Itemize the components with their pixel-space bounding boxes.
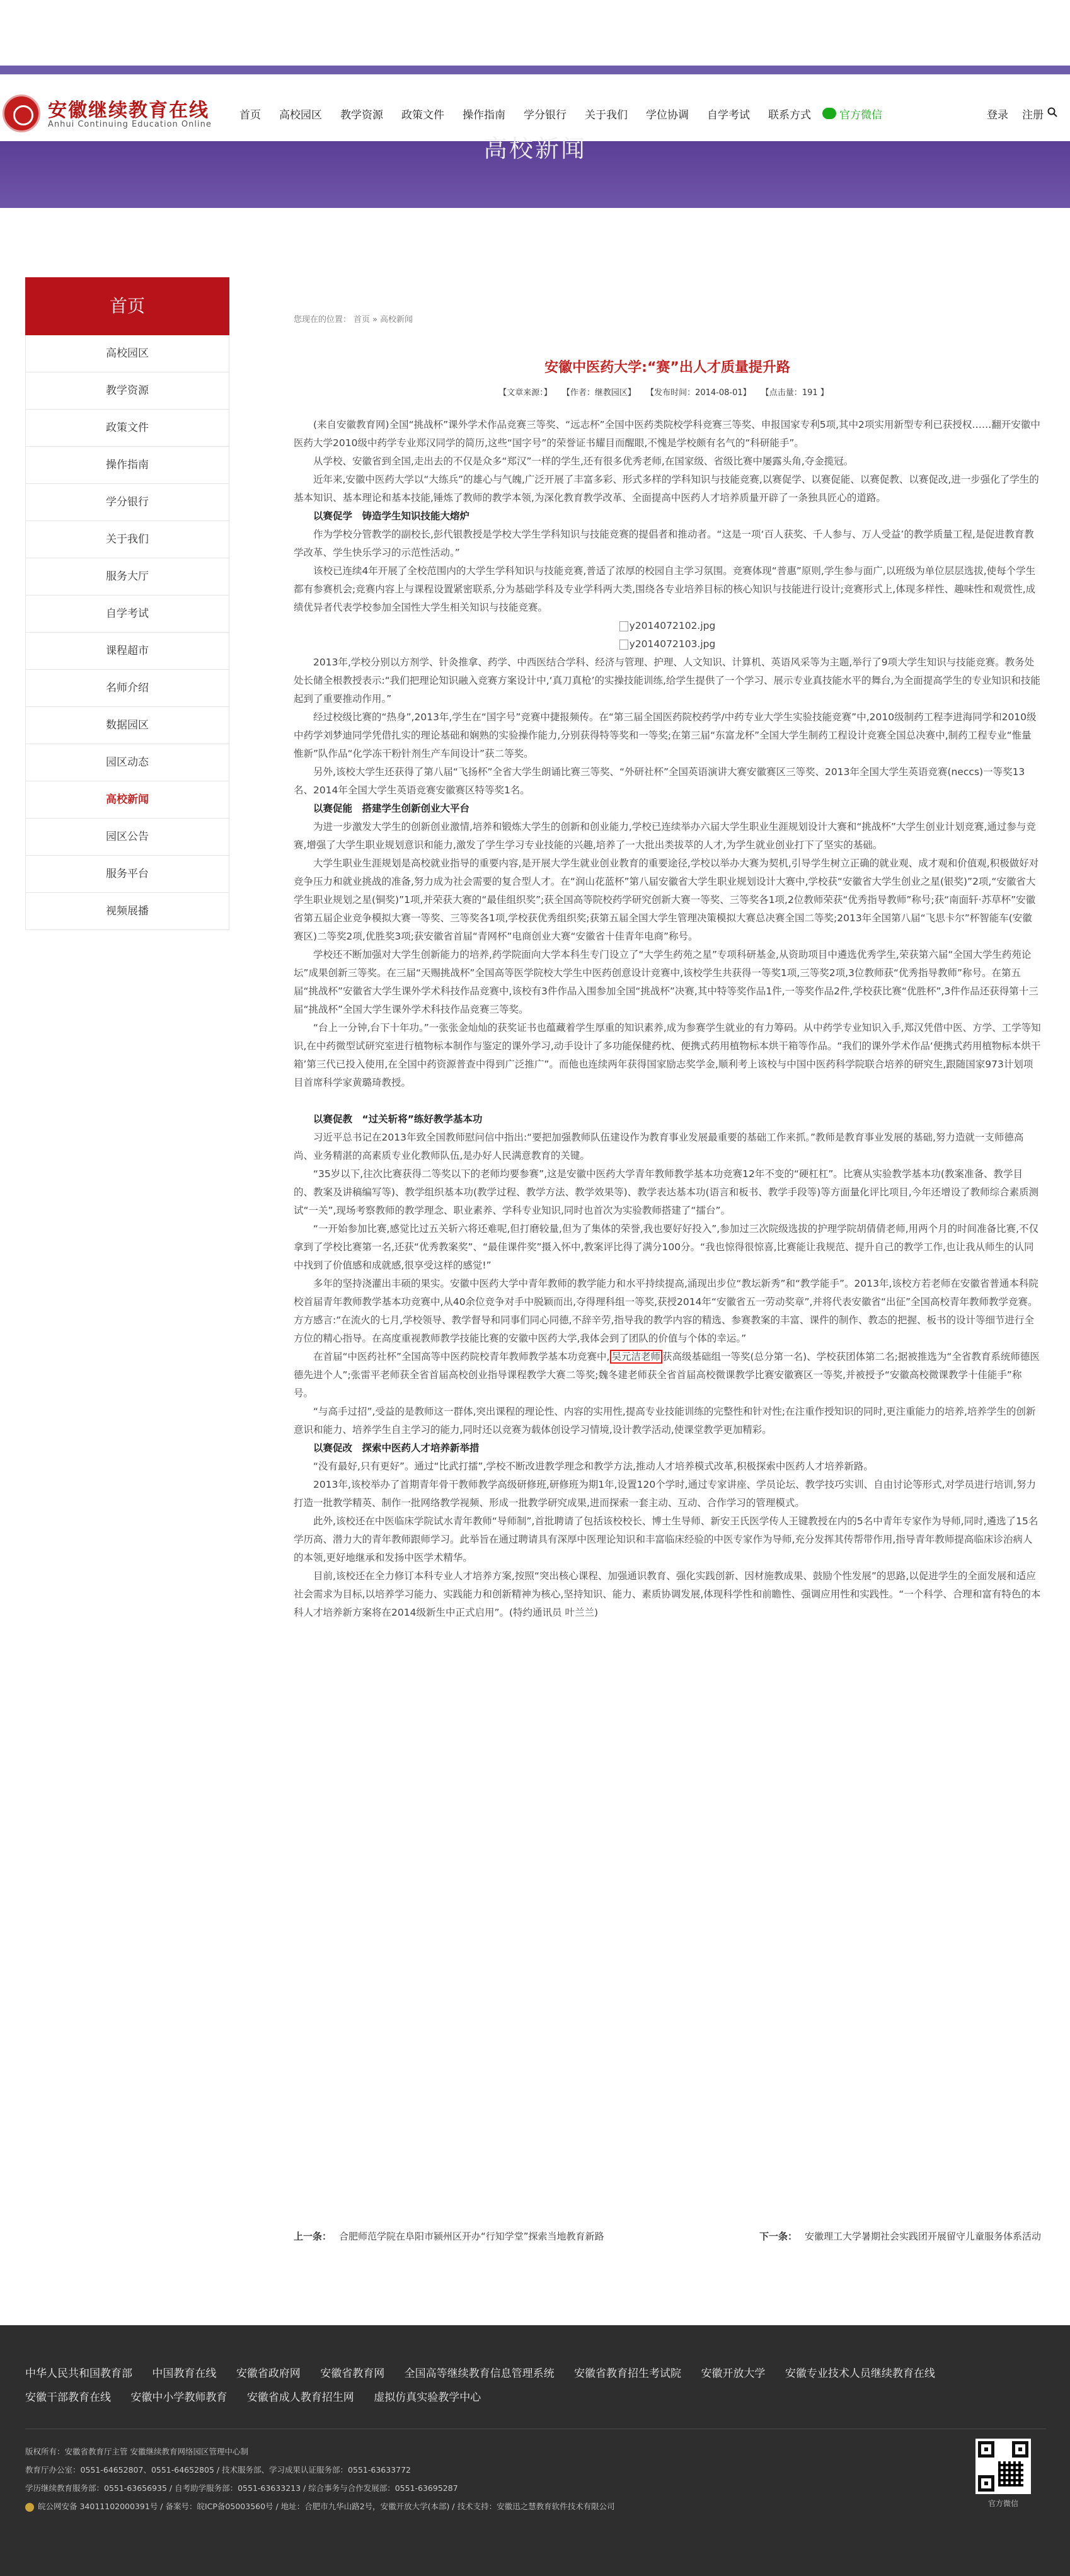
- paragraph: “台上一分钟,台下十年功。”一张张金灿灿的获奖证书也蕴藏着学生厚重的知识素养,成为参赛学生就业的有力筹码。从中药学专业知识入手,郑汉凭借中医、方学、工学等知识,在中药微型试研究室进行植物标本制作与鉴定的课外学习,动手设计了多功能保健药枕、便携式药用植物标本烘干箱等作品。“我们的课外学术作品‘便携式药用植物标本烘干箱’第三代已投入使用,在全国中药资源普查中得到广泛推广”。而他也连续两年获得国家励志奖学金,顺利考上该校与中国中医药科学院联合培养的研究生,跟随国家973计划项目首席科学家黄璐琦教授。: [294, 1022, 1041, 1088]
- footer-link[interactable]: 安徽中小学教师教育: [130, 2391, 227, 2404]
- breadcrumb-home[interactable]: 首页: [354, 315, 371, 325]
- paragraph: 另外,该校大学生还获得了第八届“飞扬杯”全省大学生朗诵比赛三等奖、“外研社杯”全国英语演讲大赛安徽赛区三等奖、2013年全国大学生英语竞赛(neccs)一等奖13名、2014年全国大学生英语竞赛安徽赛区特等奖1名。: [294, 766, 1025, 796]
- footer-record: [25, 2497, 939, 2516]
- footer-link[interactable]: 安徽干部教育在线: [25, 2391, 111, 2404]
- paragraph: 学校还不断加强对大学生创新能力的培养,药学院面向大学本科生专门设立了“大学生药苑之星”专项科研基金,从资助项目中遴选优秀学生,荣获第六届“全国大学生药苑论坛”成果创新三等奖。在三届“天赐挑战杯”全国高等医学院校大学生中医药创意设计竞赛中,该校学生共获得一等奖1项,三等奖2项,3位教师获“优秀指导教师”称号。在第五届“挑战杯”安徽省大学生课外学术科技作品竞赛中,该校有3件作品入围参加全国“挑战杯”决赛,其中特等奖作品1件,一等奖作品2件,学校获比赛“优胜杯”,3件作品还获得第十三届“挑战杯”全国大学生课外学术科技作品竞赛三等奖。: [294, 949, 1038, 1015]
- footer-link[interactable]: 安徽省教育网: [320, 2367, 385, 2380]
- footer-info: [25, 2442, 939, 2516]
- sidebar-item-credit-bank[interactable]: 学分银行: [25, 484, 229, 521]
- sidebar-item-data[interactable]: 数据园区: [25, 707, 229, 744]
- sidebar-item-service-hall[interactable]: 服务大厅: [25, 558, 229, 595]
- banner-title: 高校新闻: [483, 135, 587, 163]
- sidebar-item-notices[interactable]: 园区公告: [25, 819, 229, 856]
- login-link[interactable]: 登录: [987, 108, 1008, 122]
- sidebar: [25, 277, 229, 930]
- paragraph: [294, 1348, 1041, 1403]
- meta-author-label: 【作者：: [561, 388, 595, 398]
- nav-wechat[interactable]: [822, 106, 882, 122]
- paragraph: 目前,该校还在全力修订本科专业人才培养方案,按照“突出核心课程、加强通识教育、强化实践创新、因材施教成果、鼓励个性发展”的思路,以促进学生的全面发展和适应社会需求为目标,以培养学习能力、实践能力和创新精神为核心,坚持知识、能力、素质协调发展,体现科学性和前瞻性、强调应用性和实践性。“一个科学、合理和富有特色的本科人才培养新方案将在2014级新生中正式启用”。(特约通讯员 叶兰兰): [294, 1570, 1041, 1618]
- paragraph: 从学校、安徽省到全国,走出去的不仅是众多“郑汉”一样的学生,还有很多优秀老师,在国家级、省级比赛中屡露头角,夺金揽冠。: [313, 456, 854, 467]
- qr-code-icon: [975, 2439, 1031, 2494]
- prev-title[interactable]: 合肥师范学院在阜阳市颍州区开办“行知学堂”探索当地教育新路: [339, 2231, 604, 2242]
- sidebar-item-videos[interactable]: 视频展播: [25, 893, 229, 930]
- next-article[interactable]: [759, 2229, 1041, 2243]
- breadcrumb-current[interactable]: 高校新闻: [380, 315, 413, 325]
- breadcrumb-sep: »: [372, 315, 377, 325]
- logo-title-en: Anhui Continuing Education Online: [48, 120, 212, 129]
- paragraph: “与高手过招”,受益的是教师这一群体,突出课程的理论性、内容的实用性,提高专业技能训练的完整性和针对性;在注重作授知识的同时,更注重能力的培养,培养学生的创新意识和能力、培养学生自主学习的能力,同时还以竞赛为载体创设学习情境,设计教学活动,使课堂教学更加精彩。: [294, 1406, 1036, 1435]
- footer-link[interactable]: 中国教育在线: [152, 2367, 217, 2380]
- paragraph: 2013年,学校分别以方剂学、针灸推拿、药学、中西医结合学科、经济与管理、护理、人文知识、计算机、英语风采等为主题,举行了9项大学生知识与技能竞赛。教务处处长储全根教授表示:“我们把理论知识融入竞赛方案设计中,‘真刀真枪’的实操技能训练,给学生提供了一个学习、展示专业真技能水平的舞台,为全面提高学生的专业知识和技能起到了重要推动作用。”: [294, 657, 1040, 704]
- footer-record-text: 皖公网安备 34011102000391号 / 备案号：皖ICP备05003560号 / 地址：合肥市九华山路2号，安徽开放大学(本部) / 技术支持：安徽迅之慧教育软件技术有限公司: [38, 2502, 615, 2511]
- spacer: [294, 1092, 1041, 1110]
- meta-date-label: 【发布时间：: [646, 388, 696, 398]
- paragraph-part: 获高级基础组一等奖(总分第一名)、学校获团体第二名;据被推选为“全省教育系统师德医德先进个人”;张雷平老师获全省首届高校创业指导课程教学大赛二等奖;魏冬建老师获全省首届高校微课教学比赛安徽赛区一等奖,并被授予“安徽高校微课教学十佳能手”称号。: [294, 1351, 1040, 1399]
- prev-label: 上一条：: [294, 2231, 332, 2242]
- nav-degree[interactable]: 学位协调: [646, 108, 689, 122]
- paragraph: 大学生职业生涯规划是高校就业指导的重要内容,是开展大学生就业创业教育的重要途径,学校以举办大赛为契机,引导学生树立正确的就业观、成才观和价值观,积极做好对竞争压力和就业挑战的准备,努力成为社会需要的复合型人才。在“润山花蓝杯”第八届安徽省大学生职业规划设计大赛中,学校获“安徽省大学生创业之星(银奖)”2项,“安徽省大学生职业规划之星(铜奖)”1项,并荣获大赛的“最佳组织奖”;获全国高等院校药学研究创新大赛一等奖、三等奖各1项,2位教师荣获“优秀指导教师”称号;获“南面轩·苏草杯”安徽省第五届企业竞争模拟大赛一等奖、三等奖各1项,学校获优秀组织奖;获第五届全国大学生管理决策模拟大赛总决赛全国二等奖;2013年全国第八届“飞思卡尔”杯智能车(安徽赛区)二等奖2项,优胜奖3项;获安徽省首届“青网杯”电商创业大赛“安徽省十佳青年电商”称号。: [294, 858, 1039, 942]
- top-blank: [0, 0, 1070, 66]
- sidebar-item-college-news[interactable]: 高校新闻: [25, 781, 229, 819]
- sidebar-item-self-exam[interactable]: 自学考试: [25, 595, 229, 633]
- image-alt: y2014072102.jpg: [629, 620, 716, 631]
- nav-campus[interactable]: 高校园区: [279, 108, 322, 122]
- section-heading: 以赛促学 铸造学生知识技能大熔炉: [313, 510, 470, 522]
- footer-link[interactable]: 安徽省政府网: [236, 2367, 301, 2380]
- footer-contact-2: 学历继续教育服务部：0551-63656935 / 自考助学服务部：0551-63633213 / 综合事务与合作发展部：0551-63695287: [25, 2483, 458, 2493]
- paragraph: 此外,该校还在中医临床学院试水青年教师“导师制”,首批聘请了包括该校校长、博士生导师、新安王氏医学传人王键教授在内的5名中青年专家作为导师,同时,遴选了15名学历高、潜力大的青年教师跟师学习。此举旨在通过聘请具有深厚中医理论知识和丰富临床经验的中医专家作为导师,充分发挥其传帮带作用,指导青年教师提高临床诊治病人的本领,更好地继承和发扬中医学术精华。: [294, 1515, 1038, 1563]
- section-heading: 以赛促能 搭建学生创新创业大平台: [313, 803, 470, 814]
- wechat-icon: [822, 108, 836, 119]
- paragraph: 2013年,该校举办了首期青年骨干教师教学高级研修班,研修班为期1年,设置120个学时,通过专家讲座、学员论坛、教学技巧实训、自由讨论等形式,对学员进行培训,努力打造一批教学精英、制作一批网络教学视频、形成一批教学研究成果,进而探索一套主动、互动、合作学习的管理模式。: [294, 1479, 1036, 1509]
- qr-label: 官方微信: [987, 2499, 1018, 2508]
- broken-image-icon: [619, 621, 628, 631]
- sidebar-head[interactable]: 首页: [25, 277, 229, 335]
- nav-contact[interactable]: 联系方式: [768, 108, 811, 122]
- footer: [0, 2325, 1070, 2576]
- sidebar-item-guide[interactable]: 操作指南: [25, 447, 229, 484]
- sidebar-item-news-feed[interactable]: 园区动态: [25, 744, 229, 781]
- sidebar-item-platform[interactable]: 服务平台: [25, 856, 229, 893]
- logo-title-cn: 安徽继续教育在线: [48, 100, 209, 122]
- nav-credit-bank[interactable]: 学分银行: [524, 108, 567, 122]
- site-logo[interactable]: [0, 88, 214, 139]
- nav-wechat-label: 官方微信: [839, 108, 882, 122]
- footer-link[interactable]: 虚拟仿真实验教学中心: [374, 2391, 481, 2404]
- nav-home[interactable]: 首页: [239, 108, 261, 122]
- sidebar-item-campus[interactable]: 高校园区: [25, 335, 229, 372]
- meta-date-value: 2014-08-01】: [695, 388, 751, 398]
- sidebar-item-course-market[interactable]: 课程超市: [25, 633, 229, 670]
- nav-resources[interactable]: 教学资源: [340, 108, 383, 122]
- paragraph: 该校已连续4年开展了全校范围内的大学生学科知识与技能竞赛,普适了浓厚的校园自主学习氛围。竞赛体现“普惠”原则,学生参与面广,以班级为单位层层选拔,使每个学生都有参赛机会;竞赛内容上与课程设置紧密联系,分为基础学科及专业学科两大类,围绕各专业培养目标的核心知识与技能进行设计;竞赛形式上,体现多样性、趣味性和观赏性,成绩优异者代表学校参加全国性大学生相关知识与技能竞赛。: [294, 565, 1036, 613]
- image-placeholder: [294, 635, 1041, 653]
- article-meta: [294, 386, 1041, 398]
- next-title[interactable]: 安徽理工大学暑期社会实践团开展留守儿童服务体系活动: [804, 2231, 1041, 2242]
- section-heading: 以赛促教 “过关斩将”练好教学基本功: [313, 1113, 483, 1125]
- search-icon[interactable]: [1047, 107, 1057, 120]
- nav-self-exam[interactable]: 自学考试: [707, 108, 750, 122]
- footer-link[interactable]: 全国高等继续教育信息管理系统: [404, 2367, 555, 2380]
- footer-copyright: 版权所有：安徽省教育厅主管 安徽继续教育网络园区管理中心制: [25, 2447, 248, 2456]
- article-body: [294, 416, 1041, 1622]
- section-heading: 以赛促改 探索中医药人才培养新举措: [313, 1442, 480, 1454]
- page-banner: [0, 135, 1070, 208]
- account-links: [987, 100, 1057, 127]
- image-placeholder: [294, 617, 1041, 635]
- paragraph: 经过校级比赛的“热身”,2013年,学生在“国字号”竞赛中捷报频传。在“第三届全国医药院校药学/中药专业大学生实验技能竞赛”中,2010级制药工程李进海同学和2010级中药学刘梦迪同学凭借扎实的理论基础和娴熟的实验操作能力,分别获得特等奖和一等奖;在第三届“东富龙杯”全国大学生制药工程设计竞赛全国总决赛中,制药工程专业“惟量惟新”队作品“化学冻干粉针剂生产车间设计”获二等奖。: [294, 711, 1037, 759]
- footer-link[interactable]: 安徽省教育招生考试院: [574, 2367, 682, 2380]
- prev-article[interactable]: [294, 2229, 604, 2243]
- footer-link[interactable]: 安徽开放大学: [701, 2367, 766, 2380]
- sidebar-item-teachers[interactable]: 名师介绍: [25, 670, 229, 707]
- highlighted-name: 吴元洁老师: [610, 1350, 663, 1364]
- meta-hits-label: 【点击量：: [761, 388, 802, 398]
- paragraph: “没有最好,只有更好”。通过“比武打擂”,学校不断改进教学理念和教学方法,推动人才培养模式改革,积极探索中医药人才培养新路。: [313, 1461, 873, 1472]
- next-label: 下一条：: [759, 2231, 797, 2242]
- logo-emblem-icon: [3, 95, 40, 132]
- article-title: 安徽中医药大学:“赛”出人才质量提升路: [544, 360, 790, 376]
- sidebar-item-resources[interactable]: 教学资源: [25, 372, 229, 410]
- nav-guide[interactable]: 操作指南: [463, 108, 505, 122]
- footer-link[interactable]: 安徽省成人教育招生网: [246, 2391, 354, 2404]
- sidebar-item-about[interactable]: 关于我们: [25, 521, 229, 558]
- paragraph: “35岁以下,往次比赛获得二等奖以下的老师均要参赛”,这是安徽中医药大学青年教师教学基本功竞赛12年不变的“硬杠杠”。比赛从实验教学基本功(教案准备、教学目的、教案及讲稿编写等)、教学组织基本功(教学过程、教学方法、教学效果等)、教学表达基本功(语言和板书、教学手段等)等方面量化评比项目,今年还增设了教师综合素质测试“一关”,现场考察教师的教学理念、职业素养、学科专业知识,同时也首次为实验教师搭建了“擂台”。: [294, 1168, 1039, 1216]
- paragraph: 为进一步激发大学生的创新创业激情,培养和锻炼大学生的创新和创业能力,学校已连续举办六届大学生职业生涯规划设计大赛和“挑战杯”大学生创业计划竞赛,通过参与竞赛,增强了大学生职业规划意识和能力,激发了学生学习专业技能的兴趣,培养了一大批出类拔萃的人才,为学生就业创业打下了坚实的基础。: [294, 821, 1036, 851]
- footer-contact-1: 教育厅办公室：0551-64652807、0551-64652805 / 技术服务部、学习成果认证服务部：0551-63633772: [25, 2465, 411, 2475]
- paragraph: “一开始参加比赛,感觉比过五关斩六将还难呢,但打磨较量,但为了集体的荣誉,我也要好好投入”,参加过三次院级选拔的护理学院胡倩倩老师,用两个月的时间准备比赛,不仅拿到了学校比赛第一名,还获“优秀教案奖”、“最佳课件奖”摄入怀中,教案评比得了满分100分。“我也惊得很惊喜,比赛能让我规范、提升自己的教学工作,也让我从师生的认同中找到了价值感和成就感,很享受这样的感觉!”: [294, 1223, 1039, 1271]
- nav-policy[interactable]: 政策文件: [401, 108, 444, 122]
- footer-links: [25, 2362, 1008, 2410]
- paragraph: (来自安徽教育网)全国“挑战杯”课外学术作品竞赛三等奖、“远志杯”全国中医药类院校学科竞赛三等奖、申报国家专利5项,其中2项实用新型专利已获授权……翻开安徽中医药大学2010级中药学专业郑汉同学的简历,这些“国字号”的荣誉证书耀目而醒眼,不愧是学校颇有名气的“科研能手”。: [294, 419, 1040, 449]
- meta-source-value: 】: [543, 388, 552, 398]
- paragraph-part: 在首届“中医药社杯”全国高等中医药院校青年教师教学基本功竞赛中,: [313, 1351, 610, 1362]
- footer-link[interactable]: 中华人民共和国教育部: [25, 2367, 132, 2380]
- paragraph: 多年的坚持浇灌出丰硕的果实。安徽中医药大学中青年教师的教学能力和水平持续提高,涌现出步位“教坛新秀”和“教学能手”。2013年,该校方若老师在安徽省普通本科院校首届青年教师教学基本功竞赛中,从40余位竞争对手中脱颖而出,夺得理科组一等奖,获授2014年“安徽省五一劳动奖章”,并将代表安徽省“出征”全国高校青年教师教学竞赛。方方感言:“在流火的七月,学校领导、教学督导和同事们同心同德,不辞辛劳,指导我的教学内容的精选、参赛教案的丰富、课件的制作、教态的把握、板书的设计等细节进行全方位的精心指导。在高度重视教师教学技能比赛的安徽中医药大学,我体会到了团队的价值与个体的幸运。”: [294, 1278, 1038, 1344]
- police-badge-icon: [25, 2503, 34, 2512]
- main-nav: [239, 100, 900, 127]
- footer-link[interactable]: 安徽专业技术人员继续教育在线: [785, 2367, 935, 2380]
- sidebar-item-policy[interactable]: 政策文件: [25, 410, 229, 447]
- meta-hits-value: 191 】: [802, 388, 829, 398]
- paragraph: 习近平总书记在2013年致全国教师慰问信中指出:“要把加强教师队伍建设作为教育事业发展最重要的基础工作来抓。”教师是教育事业发展的基础,努力造就一支师德高尚、业务精湛的高素质专业化教师队伍,是办好人民满意教育的关键。: [294, 1132, 1024, 1161]
- image-alt: y2014072103.jpg: [629, 638, 716, 650]
- paragraph: 近年来,安徽中医药大学以“大练兵”的雄心与气魄,广泛开展了丰富多彩、形式多样的学科知识与技能竞赛,以赛促学、以赛促能、以赛促教、以赛促改,进一步强化了学生的基本知识、基本理论和基本技能,锤炼了教师的教学本领,为深化教育教学改革、全面提高中医药人才培养质量开辟了一条独具匠心的道路。: [294, 474, 1039, 503]
- breadcrumb-prefix: 您现在的位置：: [294, 315, 352, 325]
- broken-image-icon: [619, 640, 628, 650]
- register-link[interactable]: 注册: [1022, 108, 1044, 122]
- breadcrumb: [294, 313, 415, 325]
- nav-about[interactable]: 关于我们: [585, 108, 628, 122]
- paragraph: 作为学校分管教学的副校长,彭代银教授是学校大学生学科知识与技能竞赛的提倡者和推动者。“这是一项‘百人获奖、千人参与、万人受益’的教学质量工程,是促进教育教学改革、学生快乐学习的示范性活动。”: [294, 529, 1034, 558]
- meta-author-value: 继教园区】: [594, 388, 636, 398]
- meta-source-label: 【文章来源：: [498, 388, 544, 398]
- top-accent-strip: [0, 66, 1070, 74]
